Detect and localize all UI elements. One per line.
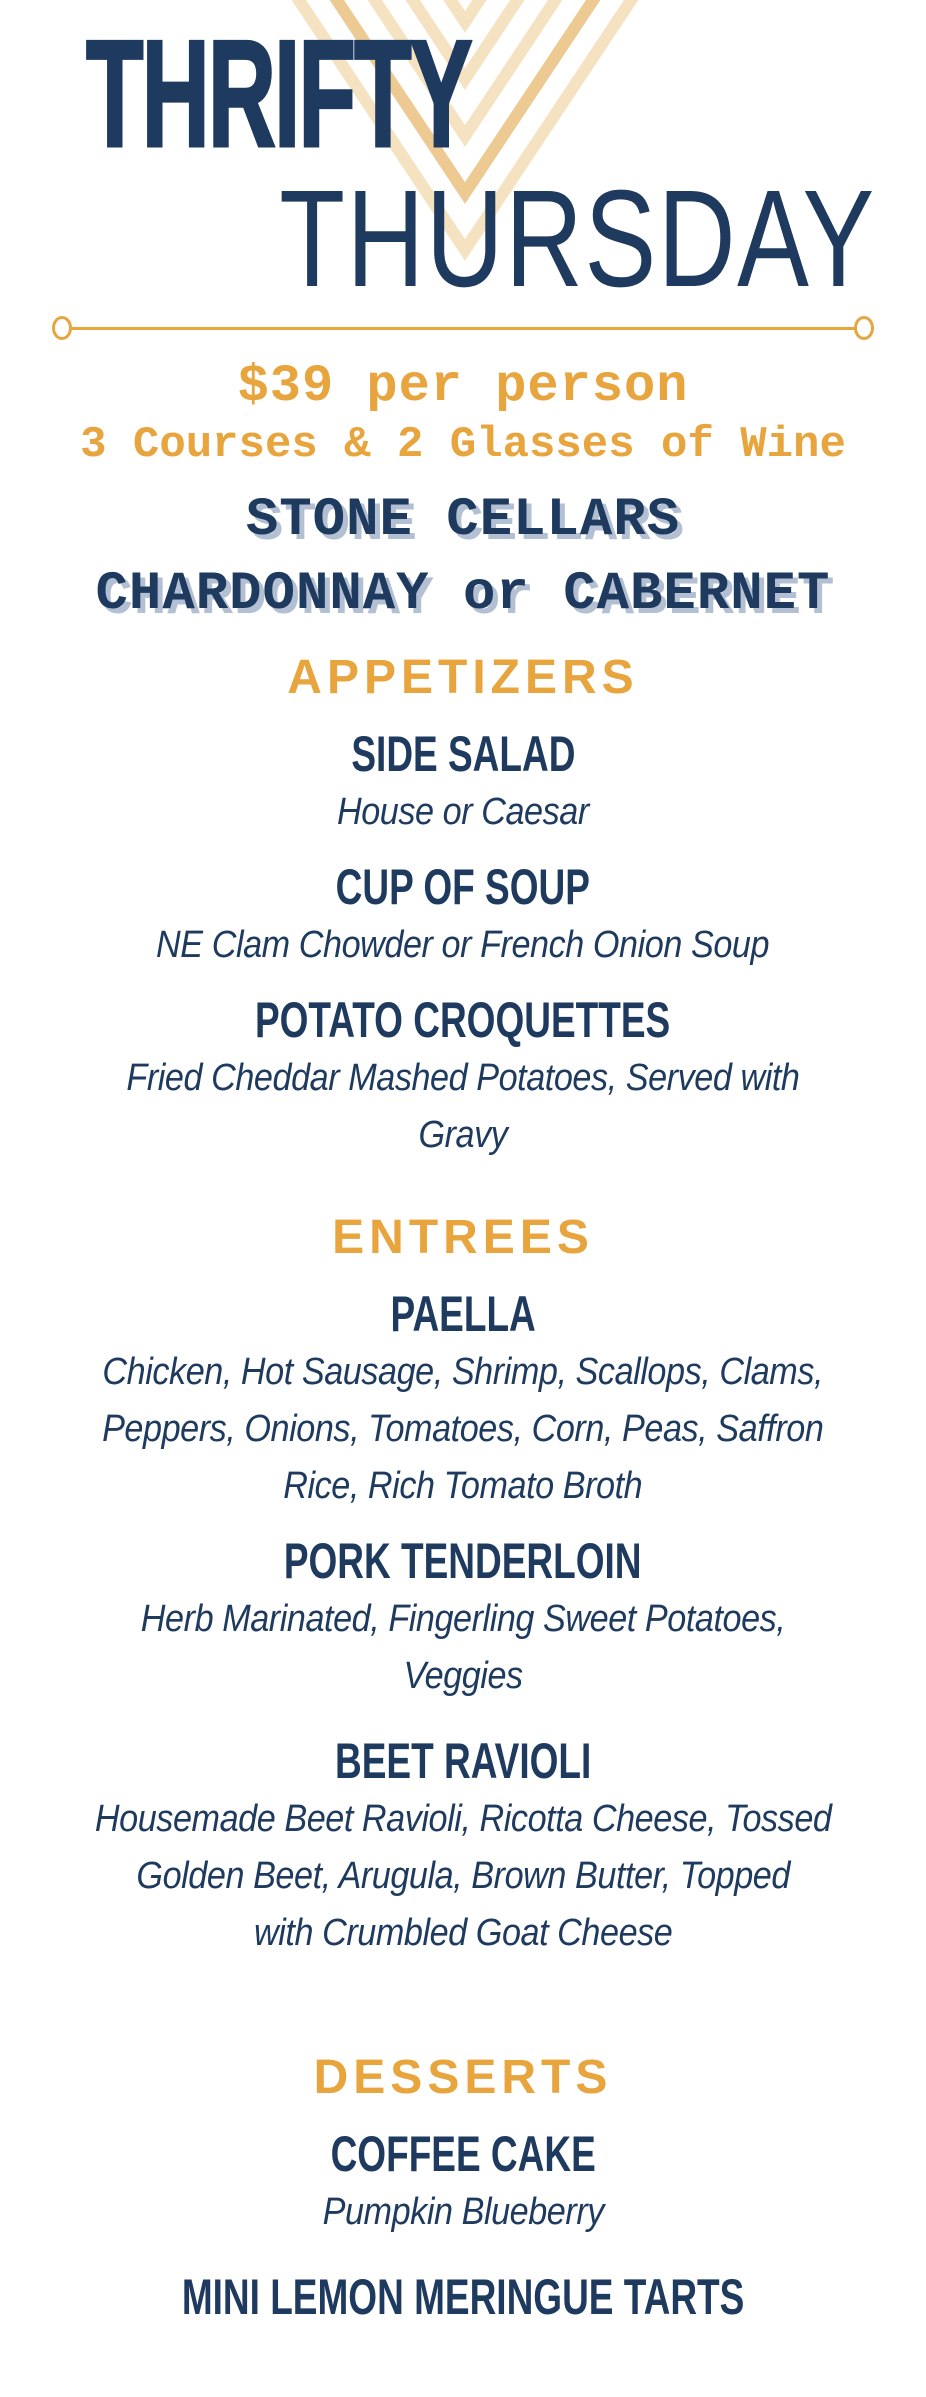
wine-offer-line1: STONE CELLARS xyxy=(245,490,681,552)
divider-line xyxy=(72,327,854,330)
item-description: Herb Marinated, Fingerling Sweet Potatoes, Veggies xyxy=(140,1598,786,1698)
gold-divider xyxy=(52,318,874,338)
masthead xyxy=(0,0,926,318)
section-heading-entrees: ENTREES xyxy=(332,1211,594,1265)
section-appetizers xyxy=(0,648,926,1164)
menu-item-paella xyxy=(0,1284,926,1515)
item-name: COFFEE CAKE xyxy=(330,2126,596,2183)
menu-title-line1: THRIFTY xyxy=(86,9,471,179)
menu-item-potato-croquettes xyxy=(0,990,926,1164)
item-name: MINI LEMON MERINGUE TARTS xyxy=(181,2269,745,2326)
divider-right-ring-icon xyxy=(854,316,874,340)
menu-item-cup-of-soup xyxy=(0,857,926,974)
section-entrees xyxy=(0,1208,926,1962)
item-description: Housemade Beet Ravioli, Ricotta Cheese, Tossed Golden Beet, Arugula, Brown Butter, Topped with Crumbled Goat Cheese xyxy=(94,1798,832,1955)
item-name: PAELLA xyxy=(390,1286,536,1343)
menu-item-side-salad xyxy=(0,724,926,841)
item-name: BEET RAVIOLI xyxy=(334,1733,592,1790)
item-description: House or Caesar xyxy=(337,791,589,834)
item-name: SIDE SALAD xyxy=(350,726,576,783)
menu-item-beet-ravioli xyxy=(0,1731,926,1962)
item-name: POTATO CROQUETTES xyxy=(255,992,671,1049)
section-heading-appetizers: APPETIZERS xyxy=(287,651,639,705)
menu-item-coffee-cake xyxy=(0,2124,926,2241)
menu-item-pork-tenderloin xyxy=(0,1531,926,1705)
wine-offer-line2: CHARDONNAY or CABERNET xyxy=(95,563,831,625)
menu-item-mini-lemon-meringue-tarts xyxy=(0,2267,926,2327)
section-heading-desserts: DESSERTS xyxy=(313,2051,613,2105)
section-desserts xyxy=(0,2048,926,2327)
menu-title-line2: THURSDAY xyxy=(279,162,876,316)
divider-left-ring-icon xyxy=(52,316,72,340)
menu-content xyxy=(0,356,926,2327)
item-description: Chicken, Hot Sausage, Shrimp, Scallops, Clams, Peppers, Onions, Tomatoes, Corn, Peas, Saffron Rice, Rich Tomato Broth xyxy=(102,1351,824,1508)
item-name: PORK TENDERLOIN xyxy=(284,1533,642,1590)
item-name: CUP OF SOUP xyxy=(335,859,591,916)
item-description: Pumpkin Blueberry xyxy=(322,2191,604,2234)
deal-subtitle: 3 Courses & 2 Glasses of Wine xyxy=(80,420,846,471)
price-per-person: $39 per person xyxy=(237,357,689,416)
item-description: Fried Cheddar Mashed Potatoes, Served with Gravy xyxy=(126,1057,800,1157)
item-description: NE Clam Chowder or French Onion Soup xyxy=(156,924,770,967)
